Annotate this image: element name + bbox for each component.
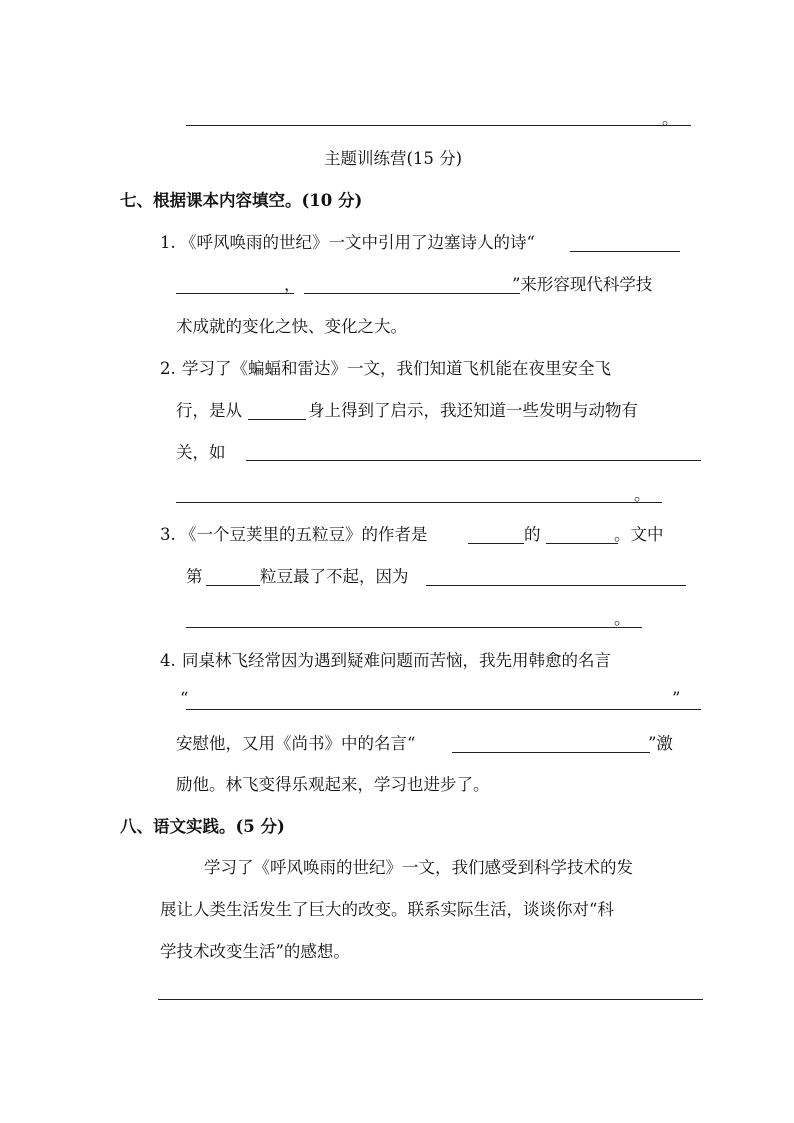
q3-period: 。 bbox=[614, 609, 631, 628]
q4-open-quote: “ bbox=[180, 689, 189, 708]
q1-text-line1: 《呼风唤雨的世纪》一文中引用了边塞诗人的诗“ bbox=[180, 233, 535, 252]
q3-blank-reason-2[interactable] bbox=[186, 627, 642, 628]
q4-blank-hanyu-quote[interactable] bbox=[186, 709, 701, 710]
q3-text-line2a: 第 bbox=[186, 567, 203, 586]
q3-blank-number[interactable] bbox=[206, 585, 260, 586]
q4-blank-shangshu-quote[interactable] bbox=[452, 752, 650, 753]
q2-blank-examples-2[interactable] bbox=[176, 502, 662, 503]
q3-text-line1c: 。文中 bbox=[614, 525, 664, 544]
q2-number: 2. bbox=[160, 359, 176, 378]
q3-text-line1b: 的 bbox=[524, 525, 541, 544]
q2-text-line2a: 行，是从 bbox=[176, 401, 242, 420]
q1-blank-2[interactable] bbox=[304, 293, 520, 294]
q3-blank-reason-1[interactable] bbox=[426, 585, 686, 586]
section8-paragraph-line1: 学习了《呼风唤雨的世纪》一文，我们感受到科学技术的发 bbox=[204, 858, 633, 877]
q1-text-line2-end: ”来形容现代科学技 bbox=[512, 275, 653, 294]
q2-period: 。 bbox=[634, 485, 651, 504]
q4-number: 4. bbox=[160, 651, 176, 670]
q1-text-line3: 术成就的变化之快、变化之大。 bbox=[176, 317, 407, 336]
q3-text-line1a: 《一个豆荚里的五粒豆》的作者是 bbox=[180, 525, 428, 544]
q1-comma: ， bbox=[284, 275, 301, 294]
q4-close-quote: ” bbox=[672, 689, 681, 708]
q2-text-line3: 关，如 bbox=[176, 443, 226, 462]
q2-blank-animal[interactable] bbox=[248, 419, 306, 420]
q3-blank-author[interactable] bbox=[546, 543, 618, 544]
section7-title: 七、根据课本内容填空。(10 分) bbox=[120, 191, 363, 210]
q3-number: 3. bbox=[160, 525, 176, 544]
answer-line-top[interactable] bbox=[186, 125, 691, 126]
q1-number: 1. bbox=[160, 233, 176, 252]
q3-blank-country[interactable] bbox=[468, 543, 524, 544]
q4-text-line3b: ”激 bbox=[648, 734, 673, 753]
q4-text-line1: 同桌林飞经常因为遇到疑难问题而苦恼，我先用韩愈的名言 bbox=[182, 651, 611, 670]
q1-blank-1a[interactable] bbox=[570, 251, 680, 252]
q2-text-line1: 学习了《蝙蝠和雷达》一文，我们知道飞机能在夜里安全飞 bbox=[182, 359, 611, 378]
q4-text-line4: 励他。林飞变得乐观起来，学习也进步了。 bbox=[176, 775, 490, 794]
section8-paragraph-line3: 学技术改变生活”的感想。 bbox=[160, 942, 350, 961]
q1-blank-1b[interactable] bbox=[176, 293, 294, 294]
q3-text-line2b: 粒豆最了不起，因为 bbox=[260, 567, 409, 586]
section8-answer-line[interactable] bbox=[158, 999, 703, 1000]
q2-blank-examples-1[interactable] bbox=[246, 460, 701, 461]
section8-paragraph-line2: 展让人类生活发生了巨大的改变。联系实际生活，谈谈你对“科 bbox=[160, 900, 614, 919]
q4-text-line3a: 安慰他，又用《尚书》中的名言“ bbox=[176, 734, 416, 753]
section8-title: 八、语文实践。(5 分) bbox=[120, 817, 285, 836]
q2-text-line2b: 身上得到了启示，我还知道一些发明与动物有 bbox=[308, 401, 638, 420]
section-subtitle: 主题训练营(15 分) bbox=[324, 149, 463, 168]
period-top: 。 bbox=[662, 109, 679, 128]
